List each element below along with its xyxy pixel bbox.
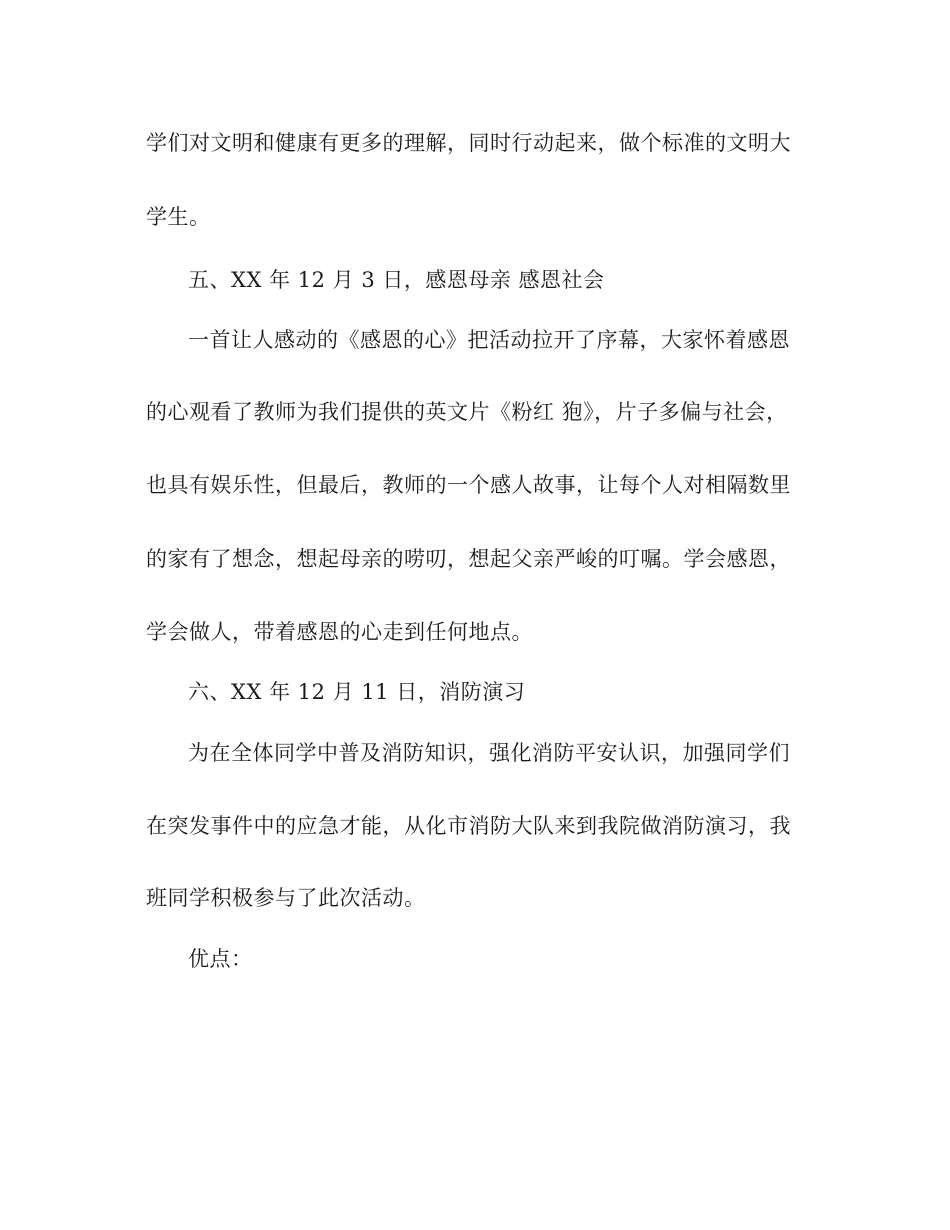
paragraph-line: 的家有了想念，想起母亲的唠叨，想起父亲严峻的叮嘱。学会感恩， (146, 547, 791, 571)
paragraph-line: 为在全体同学中普及消防知识，强化消防平安认识，加强同学们 (188, 741, 790, 765)
section-heading-5: 五、XX 年 12 月 3 日，感恩母亲 感恩社会 (188, 268, 605, 292)
paragraph-line: 一首让人感动的《感恩的心》把活动拉开了序幕，大家怀着感恩 (188, 328, 790, 352)
paragraph-line: 学会做人，带着感恩的心走到任何地点。 (146, 620, 533, 644)
section-heading-6: 六、XX 年 12 月 11 日，消防演习 (188, 680, 526, 704)
paragraph-line: 也具有娱乐性，但最后，教师的一个感人故事，让每个人对相隔数里 (146, 473, 791, 497)
paragraph-line: 的心观看了教师为我们提供的英文片《粉红 狍》，片子多偏与社会， (146, 400, 788, 424)
paragraph-line: 学们对文明和健康有更多的理解，同时行动起来，做个标准的文明大 (146, 131, 791, 155)
subheading-advantages: 优点： (188, 947, 253, 971)
paragraph-line: 学生。 (146, 205, 211, 229)
paragraph-line: 在突发事件中的应急才能，从化市消防大队来到我院做消防演习，我 (146, 814, 791, 838)
paragraph-line: 班同学积极参与了此次活动。 (146, 886, 426, 910)
